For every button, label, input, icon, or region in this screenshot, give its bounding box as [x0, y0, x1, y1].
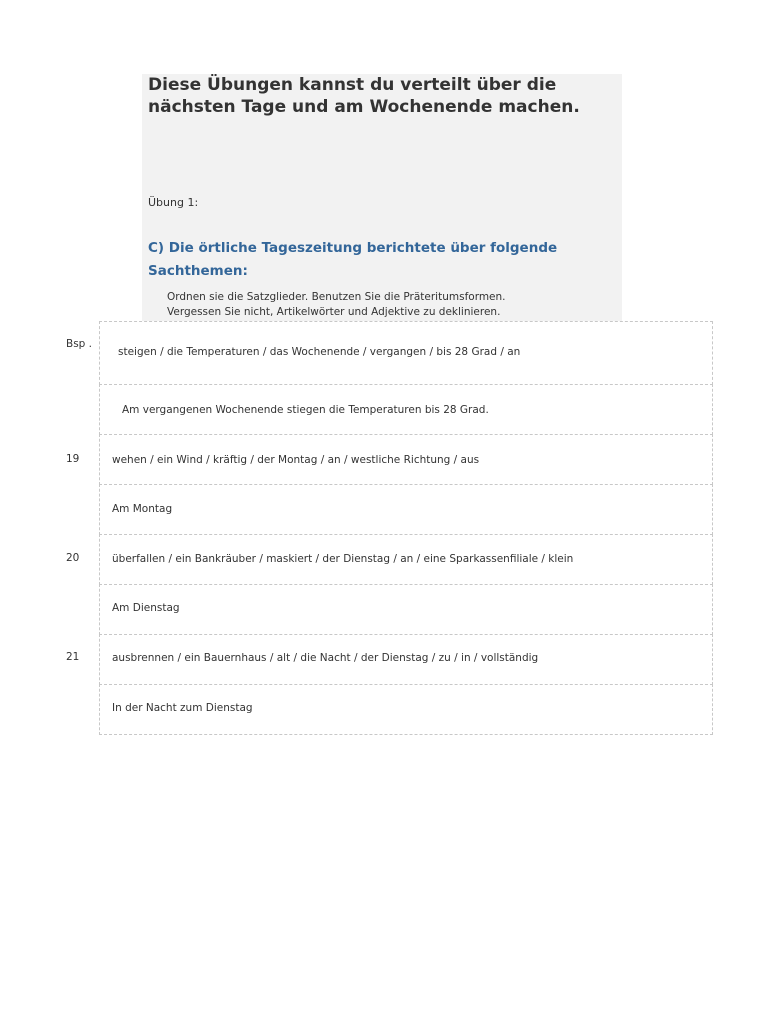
answer-cell[interactable] [99, 384, 713, 435]
instructions-line-2: Vergessen Sie nicht, Artikelwörter und Adjektive zu deklinieren. [167, 306, 501, 318]
instructions [167, 290, 607, 320]
task-text: wehen / ein Wind / kräftig / der Montag / an / westliche Richtung / aus [112, 454, 480, 466]
answer-text: Am Dienstag [112, 602, 180, 614]
section-title: C) Die örtliche Tageszeitung berichtete über folgende Sachthemen: [148, 240, 558, 279]
exercise-label: Übung 1: [148, 196, 199, 209]
row-number-example: Bsp . [66, 338, 93, 350]
answer-cell[interactable] [99, 584, 713, 635]
task-cell [99, 321, 713, 385]
task-cell [99, 534, 713, 585]
answer-cell[interactable] [99, 684, 713, 735]
answer-text: Am vergangenen Wochenende stiegen die Temperaturen bis 28 Grad. [122, 404, 489, 416]
row-number-20: 20 [66, 552, 80, 564]
answer-text: In der Nacht zum Dienstag [112, 702, 253, 714]
task-text: ausbrennen / ein Bauernhaus / alt / die Nacht / der Dienstag / zu / in / vollständig [112, 652, 539, 664]
answer-text: Am Montag [112, 503, 173, 515]
page-headline: Diese Übungen kannst du verteilt über die nächsten Tage und am Wochenende machen. [148, 75, 580, 117]
task-cell [99, 634, 713, 685]
row-number-19: 19 [66, 453, 80, 465]
task-text: steigen / die Temperaturen / das Wochenende / vergangen / bis 28 Grad / an [118, 346, 521, 358]
task-text: überfallen / ein Bankräuber / maskiert / der Dienstag / an / eine Sparkassenfiliale / klein [112, 553, 574, 565]
instructions-line-1: Ordnen sie die Satzglieder. Benutzen Sie die Präteritumsformen. [167, 291, 506, 303]
answer-cell[interactable] [99, 484, 713, 535]
row-number-21: 21 [66, 651, 80, 663]
task-cell [99, 434, 713, 485]
